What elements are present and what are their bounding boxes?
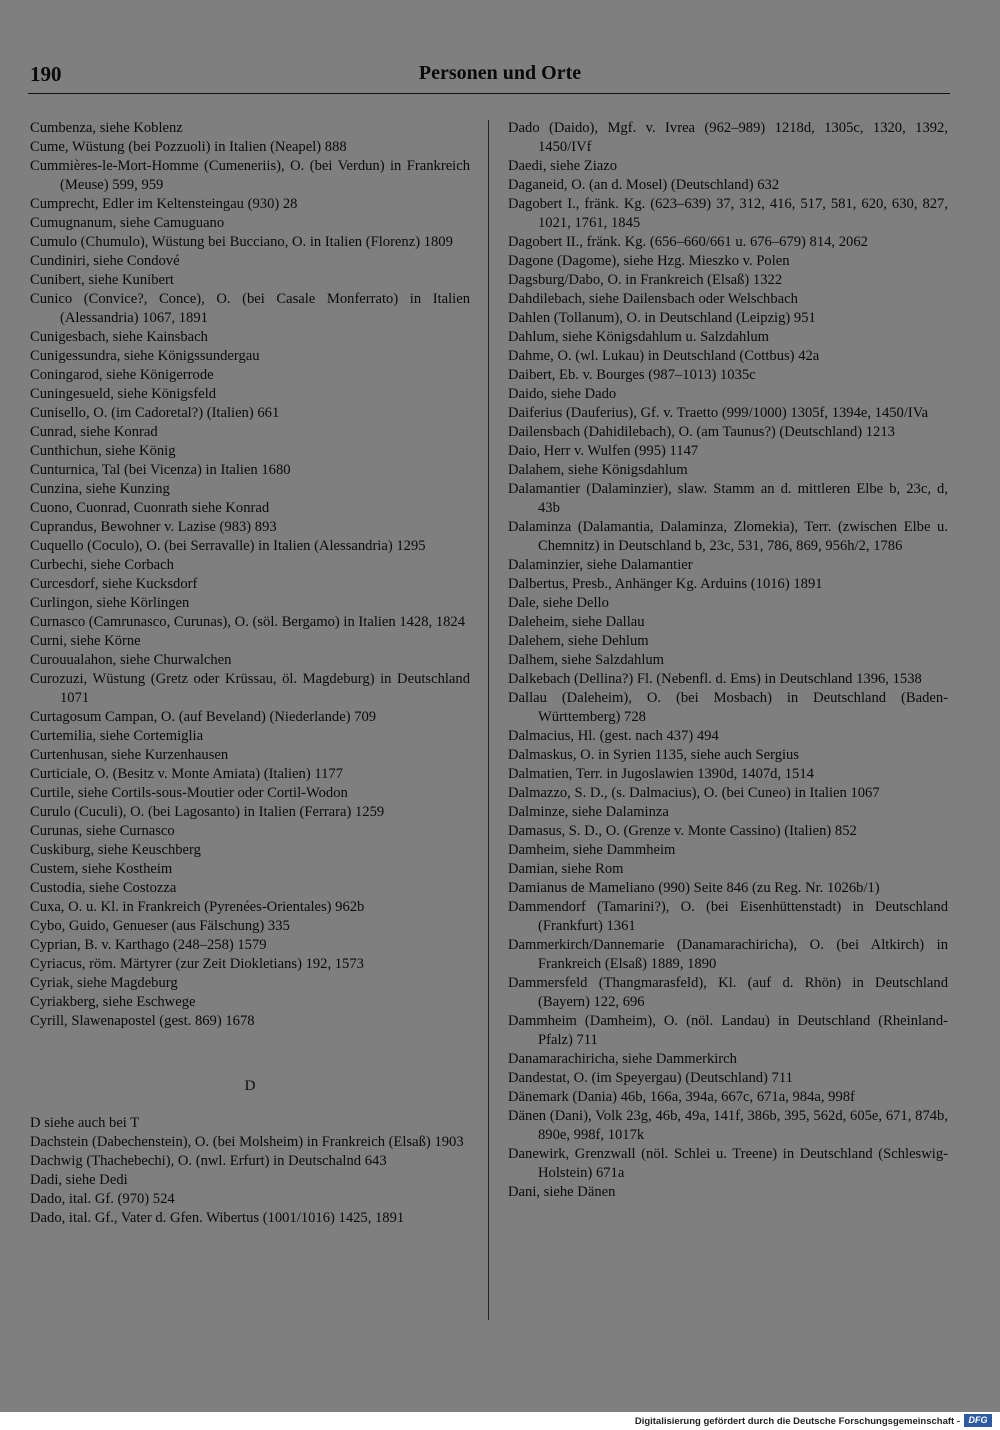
index-entry: Cuningesueld, siehe Königsfeld [30, 386, 217, 402]
left-column [30, 119, 470, 1228]
index-entry: Cyriak, siehe Magdeburg [30, 975, 178, 991]
index-entry: Coningarod, siehe Königerrode [30, 367, 214, 383]
index-entry: Dalaminzier, siehe Dalamantier [508, 557, 693, 573]
index-entry: Cunibert, siehe Kunibert [30, 272, 174, 288]
index-entry: Dahme, O. (wl. Lukau) in Deutschland (Cottbus) 42a [508, 348, 820, 364]
index-entry: Dalmacius, Hl. (gest. nach 437) 494 [508, 728, 719, 744]
index-entry: Curtemilia, siehe Cortemiglia [30, 728, 204, 744]
index-entry: Curbechi, siehe Corbach [30, 557, 174, 573]
index-entry: Curni, siehe Körne [30, 633, 141, 649]
index-entry: Dallau (Daleheim), O. (bei Mosbach) in Deutschland (Baden-Württemberg) 728 [508, 690, 948, 725]
index-entry: Dani, siehe Dänen [508, 1184, 616, 1200]
index-entry: Curcesdorf, siehe Kucksdorf [30, 576, 198, 592]
index-entry: Dalamantier (Dalaminzier), slaw. Stamm an d. mittleren Elbe b, 23c, d, 43b [508, 481, 948, 516]
index-entry: Curtenhusan, siehe Kurzenhausen [30, 747, 229, 763]
footer-credit: Digitalisierung gefördert durch die Deutsche Forschungsgemeinschaft - [634, 1416, 960, 1427]
index-entry: Curulo (Cuculi), O. (bei Lagosanto) in Italien (Ferrara) 1259 [30, 804, 385, 820]
index-entry: Dahlen (Tollanum), O. in Deutschland (Leipzig) 951 [508, 310, 816, 326]
index-entry: Dänen (Dani), Volk 23g, 46b, 49a, 141f, 386b, 395, 562d, 605e, 671, 874b, 890e, 998f, 1017k [508, 1108, 948, 1143]
index-entry: Dalaminza (Dalamantia, Dalaminza, Zlomekia), Terr. (zwischen Elbe u. Chemnitz) in Deutschland b, 23c, 531, 786, 869, 956h/2, 1786 [508, 519, 948, 554]
index-entry: Daio, Herr v. Wulfen (995) 1147 [508, 443, 699, 459]
index-entry: Dänemark (Dania) 46b, 166a, 394a, 667c, 671a, 984a, 998f [508, 1089, 855, 1105]
index-entry: Dalehem, siehe Dehlum [508, 633, 649, 649]
page-number: 190 [30, 62, 62, 86]
entries-d [30, 1114, 470, 1228]
index-entry: Dalmaskus, O. in Syrien 1135, siehe auch Sergius [508, 747, 800, 763]
index-entry: Dale, siehe Dello [508, 595, 609, 611]
index-entry: Dachwig (Thachebechi), O. (nwl. Erfurt) in Deutschalnd 643 [30, 1153, 387, 1169]
index-entry: Dammerkirch/Dannemarie (Danamarachiricha), O. (bei Altkirch) in Frankreich (Elsaß) 1889, 1890 [508, 937, 948, 972]
index-entry: Cume, Wüstung (bei Pozzuoli) in Italien (Neapel) 888 [30, 139, 347, 155]
index-entry: D siehe auch bei T [30, 1115, 140, 1131]
index-entry: Cuquello (Coculo), O. (bei Serravalle) in Italien (Alessandria) 1295 [30, 538, 426, 554]
index-entry: Curouualahon, siehe Churwalchen [30, 652, 232, 668]
index-entry: Curticiale, O. (Besitz v. Monte Amiata) (Italien) 1177 [30, 766, 344, 782]
index-entry: Dahlum, siehe Königsdahlum u. Salzdahlum [508, 329, 770, 345]
index-entry: Cunigesbach, siehe Kainsbach [30, 329, 208, 345]
right-column [508, 119, 948, 1202]
index-entry: Curnasco (Camrunasco, Curunas), O. (söl. Bergamo) in Italien 1428, 1824 [30, 614, 466, 630]
index-entry: Dagone (Dagome), siehe Hzg. Mieszko v. Polen [508, 253, 790, 269]
index-entry: Dachstein (Dabechenstein), O. (bei Molsheim) in Frankreich (Elsaß) 1903 [30, 1134, 464, 1150]
index-entry: Dadi, siehe Dedi [30, 1172, 128, 1188]
index-entry: Cuono, Cuonrad, Cuonrath siehe Konrad [30, 500, 270, 516]
index-entry: Cumbenza, siehe Koblenz [30, 120, 183, 136]
index-entry: Daleheim, siehe Dallau [508, 614, 645, 630]
index-entry: Dammersfeld (Thangmarasfeld), Kl. (auf d. Rhön) in Deutschland (Bayern) 122, 696 [508, 975, 948, 1010]
index-entry: Daganeid, O. (an d. Mosel) (Deutschland) 632 [508, 177, 780, 193]
index-entry: Cumprecht, Edler im Keltensteingau (930) 28 [30, 196, 298, 212]
index-entry: Curozuzi, Wüstung (Gretz oder Krüssau, öl. Magdeburg) in Deutschland 1071 [30, 671, 470, 706]
index-entry: Cuskiburg, siehe Keuschberg [30, 842, 201, 858]
running-title: Personen und Orte [418, 62, 582, 84]
dfg-logo: DFG [964, 1414, 992, 1427]
index-entry: Cybo, Guido, Genueser (aus Fälschung) 335 [30, 918, 290, 934]
index-entry: Dagobert II., fränk. Kg. (656–660/661 u. 676–679) 814, 2062 [508, 234, 868, 250]
index-entry: Dalhem, siehe Salzdahlum [508, 652, 665, 668]
index-entry: Dado (Daido), Mgf. v. Ivrea (962–989) 1218d, 1305c, 1320, 1392, 1450/IVf [508, 120, 948, 155]
index-entry: Dalahem, siehe Königsdahlum [508, 462, 688, 478]
index-entry: Cundiniri, siehe Condové [30, 253, 180, 269]
index-entry: Cunthichun, siehe König [30, 443, 176, 459]
index-entry: Dalkebach (Dellina?) Fl. (Nebenfl. d. Ems) in Deutschland 1396, 1538 [508, 671, 922, 687]
index-entry: Damianus de Mameliano (990) Seite 846 (zu Reg. Nr. 1026b/1) [508, 880, 880, 896]
index-entry: Cyriacus, röm. Märtyrer (zur Zeit Diokletians) 192, 1573 [30, 956, 364, 972]
index-entry: Dalmatien, Terr. in Jugoslawien 1390d, 1407d, 1514 [508, 766, 814, 782]
index-entry: Damian, siehe Rom [508, 861, 624, 877]
index-entry: Curtagosum Campan, O. (auf Beveland) (Niederlande) 709 [30, 709, 377, 725]
index-entry: Cumulo (Chumulo), Wüstung bei Bucciano, O. in Italien (Florenz) 1809 [30, 234, 453, 250]
index-entry: Damheim, siehe Dammheim [508, 842, 676, 858]
index-entry: Custodia, siehe Costozza [30, 880, 177, 896]
index-entry: Cuprandus, Bewohner v. Lazise (983) 893 [30, 519, 277, 535]
index-entry: Curtile, siehe Cortils-sous-Moutier oder Cortil-Wodon [30, 785, 348, 801]
entries-d-continued [508, 119, 948, 1202]
index-entry: Dagsburg/Dabo, O. in Frankreich (Elsaß) 1322 [508, 272, 783, 288]
index-entry: Cumugnanum, siehe Camuguano [30, 215, 225, 231]
column-divider [488, 120, 489, 1320]
index-entry: Cunturnica, Tal (bei Vicenza) in Italien 1680 [30, 462, 291, 478]
index-entry: Daibert, Eb. v. Bourges (987–1013) 1035c [508, 367, 756, 383]
index-entry: Cyprian, B. v. Karthago (248–258) 1579 [30, 937, 267, 953]
index-entry: Dammheim (Damheim), O. (nöl. Landau) in Deutschland (Rheinland-Pfalz) 711 [508, 1013, 948, 1048]
index-entry: Cuxa, O. u. Kl. in Frankreich (Pyrenées-Orientales) 962b [30, 899, 365, 915]
index-entry: Dammendorf (Tamarini?), O. (bei Eisenhüttenstadt) in Deutschland (Frankfurt) 1361 [508, 899, 948, 934]
index-entry: Cyriakberg, siehe Eschwege [30, 994, 196, 1010]
index-entry: Dagobert I., fränk. Kg. (623–639) 37, 312, 416, 517, 581, 620, 630, 827, 1021, 1761, 1845 [508, 196, 948, 231]
index-entry: Curunas, siehe Curnasco [30, 823, 175, 839]
index-entry: Cunigessundra, siehe Königssundergau [30, 348, 260, 364]
index-entry: Cunrad, siehe Konrad [30, 424, 158, 440]
index-entry: Dado, ital. Gf., Vater d. Gfen. Wibertus (1001/1016) 1425, 1891 [30, 1210, 405, 1226]
index-entry: Daido, siehe Dado [508, 386, 617, 402]
header-rule [28, 93, 950, 94]
entries-c [30, 119, 470, 1031]
index-entry: Dandestat, O. (im Speyergau) (Deutschland) 711 [508, 1070, 793, 1086]
index-entry: Dalmazzo, S. D., (s. Dalmacius), O. (bei Cuneo) in Italien 1067 [508, 785, 880, 801]
index-entry: Damasus, S. D., O. (Grenze v. Monte Cassino) (Italien) 852 [508, 823, 857, 839]
index-entry: Danamarachiricha, siehe Dammerkirch [508, 1051, 737, 1067]
index-entry: Dahdilebach, siehe Dailensbach oder Welschbach [508, 291, 798, 307]
index-entry: Cyrill, Slawenapostel (gest. 869) 1678 [30, 1013, 255, 1029]
index-entry: Cunzina, siehe Kunzing [30, 481, 170, 497]
index-entry: Daedi, siehe Ziazo [508, 158, 617, 174]
index-entry: Dalbertus, Presb., Anhänger Kg. Arduins (1016) 1891 [508, 576, 823, 592]
index-entry: Cunico (Convice?, Conce), O. (bei Casale Monferrato) in Italien (Alessandria) 1067, 1891 [30, 291, 470, 326]
section-letter-heading: D [244, 1078, 256, 1094]
index-entry: Daiferius (Dauferius), Gf. v. Traetto (999/1000) 1305f, 1394e, 1450/IVa [508, 405, 929, 421]
index-entry: Dailensbach (Dahidilebach), O. (am Taunus?) (Deutschland) 1213 [508, 424, 895, 440]
index-entry: Dado, ital. Gf. (970) 524 [30, 1191, 175, 1207]
index-entry: Cunisello, O. (im Cadoretal?) (Italien) 661 [30, 405, 280, 421]
index-entry: Danewirk, Grenzwall (nöl. Schlei u. Treene) in Deutschland (Schleswig-Holstein) 671a [508, 1146, 948, 1181]
index-entry: Dalminze, siehe Dalaminza [508, 804, 669, 820]
index-entry: Custem, siehe Kostheim [30, 861, 173, 877]
index-entry: Curlingon, siehe Körlingen [30, 595, 190, 611]
index-entry: Cummières-le-Mort-Homme (Cumeneriis), O. (bei Verdun) in Frankreich (Meuse) 599, 959 [30, 158, 470, 193]
